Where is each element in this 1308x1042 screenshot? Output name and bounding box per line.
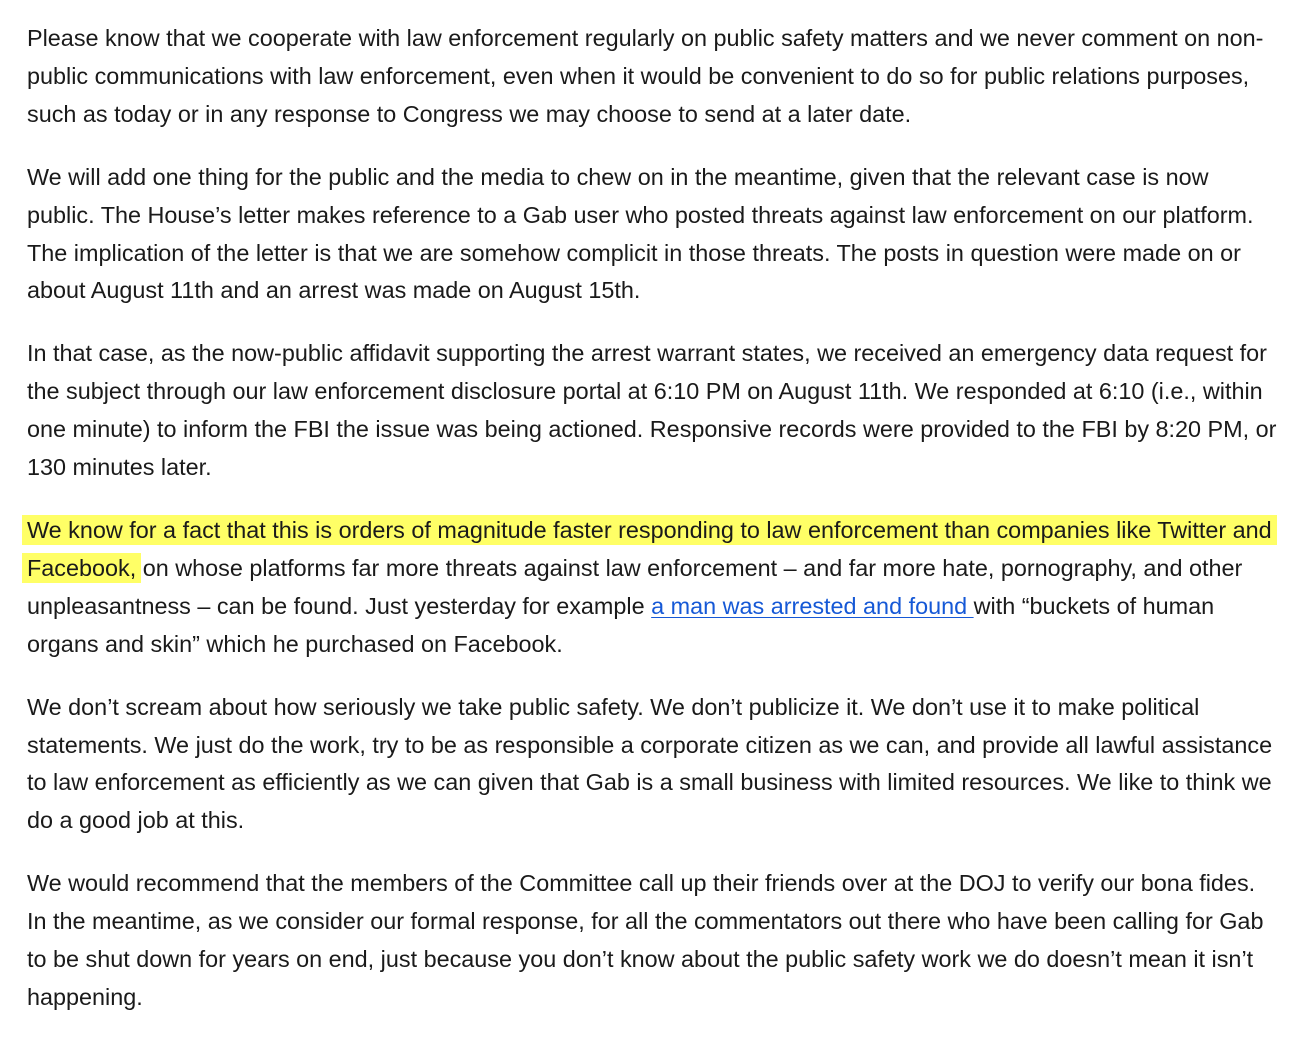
- paragraph-recommendation: We would recommend that the members of the Committee call up their friends over at the DOJ to verify our bona fides. In the meantime, as we consider our formal response, for all the commentators out there who have been calling for Gab to be shut down for years on end, just because you don’t know about the public safety work we do doesn’t mean it isn’t happening.: [27, 870, 1264, 1010]
- paragraph-house-letter: We will add one thing for the public and the media to chew on in the meantime, given that the relevant case is now public. The House’s letter makes reference to a Gab user who posted threats against law enforcement on our platform. The implication of the letter is that we are somehow complicit in those threats. The posts in question were made on or about August 11th and an arrest was made on August 15th.: [27, 163, 1254, 304]
- highlighted-text: We know for a fact that this is orders of magnitude faster responding to law enforcement than companies like Twitter and Facebook,: [24, 517, 1275, 581]
- paragraph-response-timeline: In that case, as the now-public affidavit supporting the arrest warrant states, we received an emergency data request for the subject through our law enforcement disclosure portal at 6:10 PM on August 11th. We responded at 6:10 (i.e., within one minute) to inform the FBI the issue was being actioned. Responsive records were provided to the FBI by 8:20 PM, or 130 minutes later.: [27, 340, 1277, 481]
- paragraph-public-safety: We don’t scream about how seriously we take public safety. We don’t publicize it. We don’t use it to make political statements. We just do the work, try to be as responsible a corporate citizen as we can, and provide all lawful assistance to law enforcement as efficiently as we can given that Gab is a small business with limited resources. We like to think we do a good job at this.: [27, 693, 1273, 834]
- paragraph-comparison-tail: with “buckets of human organs and skin” which he purchased on Facebook.: [27, 592, 1215, 657]
- paragraph-comparison: [27, 512, 1277, 664]
- paragraph-comparison-text: on whose platforms far more threats against law enforcement – and far more hate, pornography, and other unpleasantness – can be found. Just yesterday for example: [27, 554, 1243, 619]
- article-body: [27, 20, 1277, 1042]
- paragraph-cooperation: Please know that we cooperate with law enforcement regularly on public safety matters and we never comment on non-public communications with law enforcement, even when it would be convenient to do so for public relations purposes, such as today or in any response to Congress we may choose to send at a later date.: [27, 25, 1264, 127]
- news-article-link[interactable]: a man was arrested and found: [651, 592, 974, 619]
